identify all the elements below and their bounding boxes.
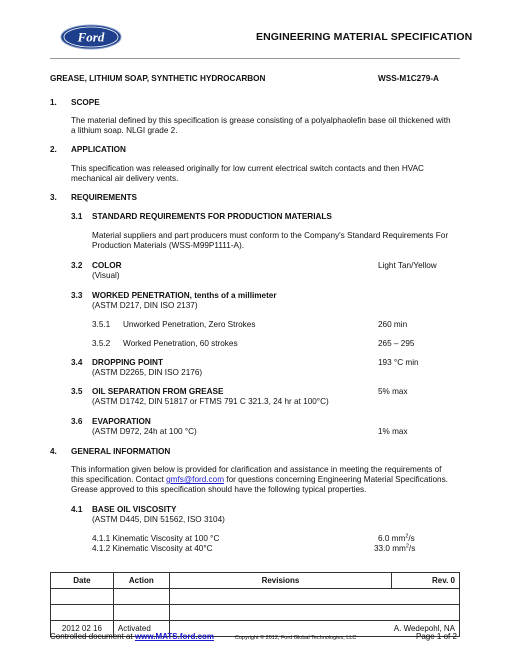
- s33-sub: (ASTM D217, DIN ISO 2137): [92, 301, 198, 310]
- s412-number: 33.0 mm: [374, 544, 406, 553]
- s31-number: 3.1: [71, 212, 83, 221]
- s351-label: Unworked Penetration, Zero Strokes: [123, 320, 256, 329]
- s4-line2-post: for questions concerning Engineering Material Specifications.: [224, 475, 448, 484]
- s34-sub: (ASTM D2265, DIN ISO 2176): [92, 368, 203, 377]
- s2-line2: mechanical air delivery vents.: [71, 174, 179, 183]
- s411-sup: 2: [405, 533, 409, 540]
- footer-copyright: Copyright © 2012, Ford Global Technologies, LLC: [235, 635, 357, 641]
- s32-value: Light Tan/Yellow: [378, 261, 437, 270]
- s32-number: 3.2: [71, 261, 83, 270]
- s351-value: 260 min: [378, 320, 408, 329]
- header-rule: [50, 58, 460, 59]
- s412-unit: /s: [408, 544, 416, 553]
- s35-number: 3.5: [71, 387, 83, 396]
- s31-line1: Material suppliers and part producers must conform to the Company's Standard Requirements For: [92, 231, 449, 240]
- revisions-table: [50, 572, 460, 637]
- spec-number: WSS-M1C279-A: [378, 74, 439, 83]
- row-action: Activated: [113, 621, 169, 637]
- material-name: GREASE, LITHIUM SOAP, SYNTHETIC HYDROCARBON: [50, 74, 266, 83]
- s2-number: 2.: [50, 145, 57, 154]
- s34-number: 3.4: [71, 358, 83, 367]
- header-action: Action: [113, 573, 169, 589]
- s36-title: EVAPORATION: [92, 417, 151, 426]
- row-name: A. Wedepohl, NA: [169, 621, 459, 637]
- mats-link[interactable]: www.MATS.ford.com: [134, 632, 215, 641]
- s411-unit: /s: [408, 534, 415, 543]
- s41-number: 4.1: [71, 505, 83, 514]
- s31-line2: Production Materials (WSS-M99P1111-A).: [92, 241, 244, 250]
- s34-value: 193 °C min: [378, 358, 419, 367]
- s2-body: [71, 164, 424, 184]
- footer-controlled-text: Controlled document at: [50, 632, 135, 641]
- s412-sup: 2: [405, 543, 409, 550]
- table-row-empty-2: [51, 605, 460, 621]
- s3-number: 3.: [50, 193, 57, 202]
- s4-line2: [71, 475, 448, 485]
- s32-sub: (Visual): [92, 271, 120, 280]
- row-date: 2012 02 16: [51, 621, 114, 637]
- s1-number: 1.: [50, 98, 57, 107]
- ford-logo-text: Ford: [77, 29, 105, 45]
- header-title: ENGINEERING MATERIAL SPECIFICATION: [256, 31, 473, 43]
- s31-body: [92, 231, 448, 251]
- s31-title: STANDARD REQUIREMENTS FOR PRODUCTION MATERIALS: [92, 212, 332, 221]
- s35-title: OIL SEPARATION FROM GREASE: [92, 387, 224, 396]
- s4-line1: This information given below is provided for clarification and assistance in meeting the requirements of: [71, 465, 442, 474]
- header-rev: Rev. 0: [392, 573, 460, 589]
- s2-title: APPLICATION: [71, 145, 126, 154]
- s4-title: GENERAL INFORMATION: [71, 447, 171, 456]
- s33-number: 3.3: [71, 291, 83, 300]
- s4-number: 4.: [50, 447, 57, 456]
- ford-logo: [60, 24, 122, 50]
- s4-body: [71, 465, 448, 495]
- s351-number: 3.5.1: [92, 320, 111, 329]
- s352-label: Worked Penetration, 60 strokes: [123, 339, 238, 348]
- s1-title: SCOPE: [71, 98, 100, 107]
- footer-controlled: [50, 632, 214, 641]
- s412-label: 4.1.2 Kinematic Viscosity at 40°C: [92, 544, 213, 553]
- s1-line1: The material defined by this specification is grease consisting of a polyalphaolefin base oil thickened with: [71, 116, 451, 125]
- header-date: Date: [51, 573, 114, 589]
- s4-line3: Grease approved to this specification should have the following typical properties.: [71, 485, 367, 494]
- s2-line1: This specification was released originally for low current electrical switch contacts and then HVAC: [71, 164, 424, 173]
- s36-number: 3.6: [71, 417, 83, 426]
- s41-sub: (ASTM D445, DIN 51562, ISO 3104): [92, 515, 225, 524]
- header-revisions: Revisions: [169, 573, 391, 589]
- table-row-empty-1: [51, 589, 460, 605]
- s36-sub: (ASTM D972, 24h at 100 °C): [92, 427, 197, 436]
- s32-title: COLOR: [92, 261, 122, 270]
- s352-number: 3.5.2: [92, 339, 111, 348]
- s411-label: 4.1.1 Kinematic Viscosity at 100 °C: [92, 534, 220, 543]
- s4-line2-pre: this specification. Contact: [71, 475, 167, 484]
- s3-title: REQUIREMENTS: [71, 193, 137, 202]
- revisions-header-row: [51, 573, 460, 589]
- s411-value: [378, 534, 415, 544]
- s41-title: BASE OIL VISCOSITY: [92, 505, 177, 514]
- s1-body: [71, 116, 451, 136]
- s34-title: DROPPING POINT: [92, 358, 163, 367]
- s1-line2: a lithium soap. NLGI grade 2.: [71, 126, 178, 135]
- email-link[interactable]: gmfs@ford.com: [166, 475, 225, 484]
- s412-value: [374, 544, 415, 554]
- footer-page: Page 1 of 2: [416, 632, 457, 641]
- s411-number: 6.0 mm: [378, 534, 406, 543]
- s35-value: 5% max: [378, 387, 408, 396]
- s352-value: 265 – 295: [378, 339, 415, 348]
- s36-value: 1% max: [378, 427, 408, 436]
- s35-sub: (ASTM D1742, DIN 51817 or FTMS 791 C 321.3, 24 hr at 100°C): [92, 397, 329, 406]
- s33-title: WORKED PENETRATION, tenths of a millimeter: [92, 291, 277, 300]
